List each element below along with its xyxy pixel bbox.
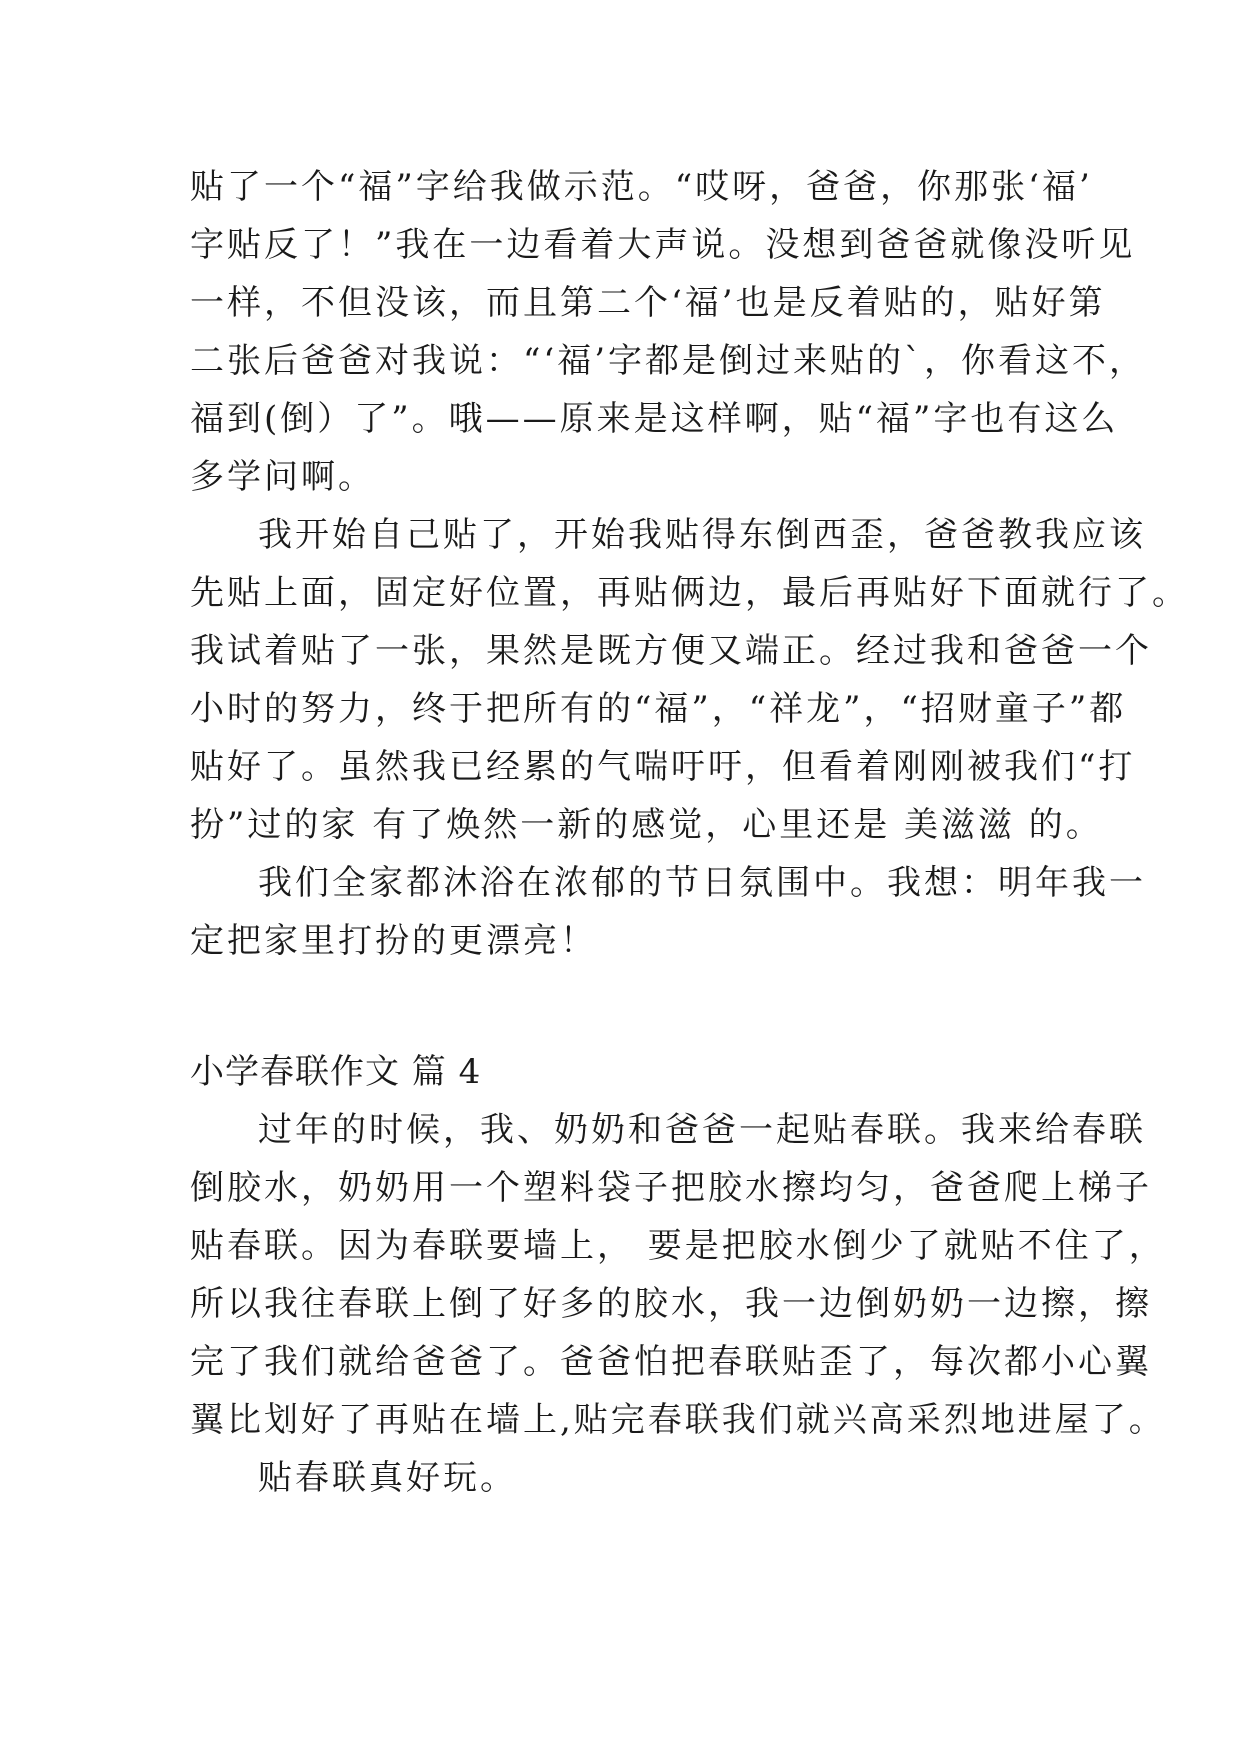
text-line: 所以我往春联上倒了好多的胶水，我一边倒奶奶一边擦，擦 [190, 1284, 1152, 1324]
text-line: 我开始自己贴了，开始我贴得东倒西歪，爸爸教我应该 [258, 515, 1146, 555]
text-line: 倒胶水，奶奶用一个塑料袋子把胶水擦均匀，爸爸爬上梯子 [190, 1168, 1152, 1208]
text-line: 贴春联真好玩。 [258, 1458, 517, 1498]
text-line: 福到(倒）了”。哦——原来是这样啊，贴“福”字也有这么 [190, 399, 1119, 439]
text-line: 贴了一个“福”字给我做示范。“哎呀，爸爸，你那张‘福’ [190, 167, 1093, 207]
text-line: 字贴反了！”我在一边看着大声说。没想到爸爸就像没听见 [190, 225, 1136, 265]
section-heading: 小学春联作文 篇 4 [190, 1052, 482, 1092]
text-line: 完了我们就给爸爸了。爸爸怕把春联贴歪了，每次都小心翼 [190, 1342, 1152, 1382]
text-line: 翼比划好了再贴在墙上,贴完春联我们就兴高采烈地进屋了。 [190, 1400, 1166, 1440]
text-line: 先贴上面，固定好位置，再贴俩边，最后再贴好下面就行了。 [190, 573, 1189, 613]
text-line: 扮”过的家 有了焕然一新的感觉，心里还是 美滋滋 的。 [190, 805, 1103, 845]
text-line: 小时的努力，终于把所有的“福”，“祥龙”，“招财童子”都 [190, 689, 1127, 729]
text-line: 定把家里打扮的更漂亮！ [190, 921, 597, 961]
text-line: 贴好了。虽然我已经累的气喘吁吁，但看着刚刚被我们“打 [190, 747, 1136, 787]
text-line: 我们全家都沐浴在浓郁的节日氛围中。我想：明年我一 [258, 863, 1146, 903]
text-line: 我试着贴了一张，果然是既方便又端正。经过我和爸爸一个 [190, 631, 1152, 671]
text-line: 多学问啊。 [190, 457, 375, 497]
essay-text-continued [190, 158, 1189, 970]
essay-section-4 [190, 1043, 1166, 1507]
text-line: 一样，不但没该，而且第二个‘福’也是反着贴的，贴好第 [190, 283, 1106, 323]
text-line: 贴春联。因为春联要墙上， 要是把胶水倒少了就贴不住了， [190, 1226, 1166, 1266]
text-line: 二张后爸爸对我说：“‘福’字都是倒过来贴的`，你看这不， [190, 341, 1146, 381]
text-line: 过年的时候，我、奶奶和爸爸一起贴春联。我来给春联 [258, 1110, 1146, 1150]
